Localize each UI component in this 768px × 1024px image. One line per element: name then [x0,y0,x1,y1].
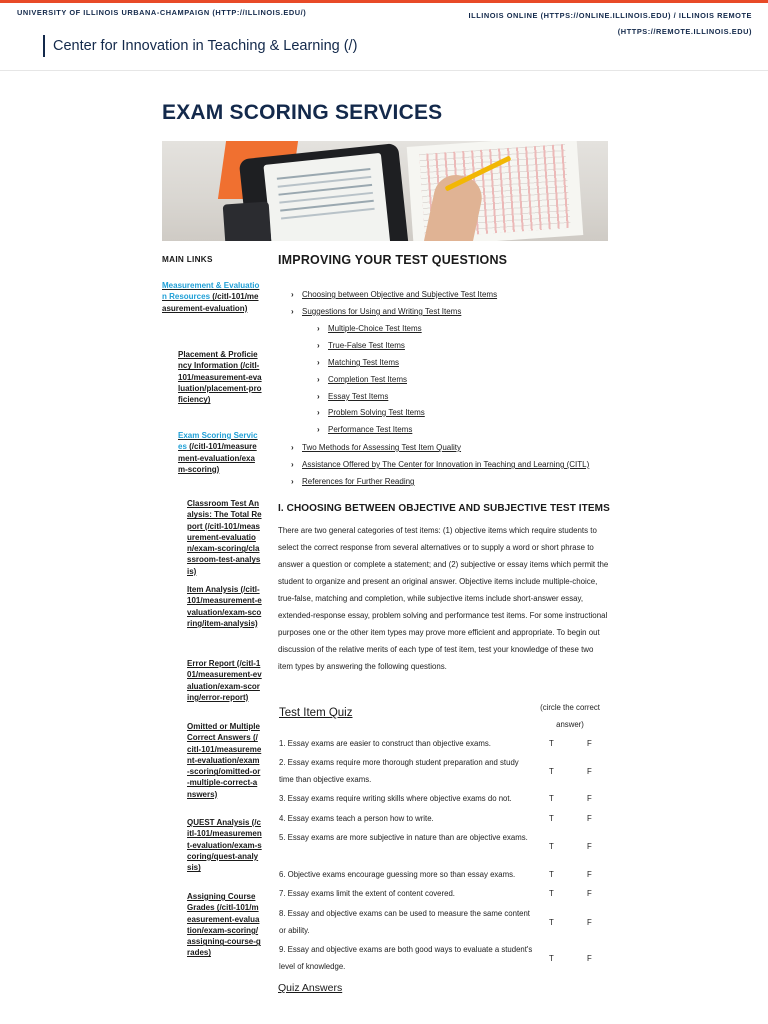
site-header [0,3,768,71]
quiz-question: 3. Essay exams require writing skills where objective exams do not. [279,794,512,803]
unit-name-link[interactable]: Center for Innovation in Teaching & Learning (/) [53,38,358,54]
chevron-right-icon: › [317,358,320,367]
true-option[interactable]: T [549,767,554,776]
chevron-right-icon: › [317,425,320,434]
false-option[interactable]: F [587,870,592,879]
chevron-right-icon: › [317,324,320,333]
sidebar-item-exam-scoring[interactable]: Exam Scoring Services (/citl-101/measurement-evaluation/exam-scoring) [178,431,258,474]
toc-subitem[interactable]: › Multiple-Choice Test Items [317,324,422,333]
true-option[interactable]: T [549,918,554,927]
quiz-question: 4. Essay exams teach a person how to write. [279,814,434,823]
toc-subitem[interactable]: › Performance Test Items [317,425,413,434]
section-heading: I. CHOOSING BETWEEN OBJECTIVE AND SUBJECTIVE TEST ITEMS [278,503,610,514]
toc-subitem[interactable]: › Completion Test Items [317,375,407,384]
toc-item[interactable]: › Two Methods for Assessing Test Item Quality [291,443,462,452]
toc-item[interactable]: › References for Further Reading [291,477,415,486]
sidebar-item-quest-analysis[interactable]: QUEST Analysis (/citl-101/measurement-evaluation/exam-scoring/quest-analysis) [187,818,262,873]
sidebar-item-omitted-answers[interactable]: Omitted or Multiple Correct Answers (/citl-101/measurement-evaluation/exam-scoring/omitted-or-multiple-correct-answers) [187,722,262,799]
hero-image [162,141,608,241]
quiz-question: 7. Essay exams limit the extent of content covered. [279,889,455,898]
online-remote-links[interactable]: ILLINOIS ONLINE (HTTPS://ONLINE.ILLINOIS.EDU) / ILLINOIS REMOTE (HTTPS://REMOTE.ILLINOIS.EDU) [468,11,752,36]
toc-subitem[interactable]: › Matching Test Items [317,358,399,367]
chevron-right-icon: › [317,392,320,401]
quiz-title: Test Item Quiz [279,707,353,719]
sidebar-item-item-analysis[interactable]: Item Analysis (/citl-101/measurement-evaluation/exam-scoring/item-analysis) [187,585,262,628]
chevron-right-icon: › [317,375,320,384]
toc-subitem[interactable]: › True-False Test Items [317,341,405,350]
quiz-question: 5. Essay exams are more subjective in nature than are objective exams. [279,833,528,842]
false-option[interactable]: F [587,954,592,963]
section-main-heading: IMPROVING YOUR TEST QUESTIONS [278,253,508,267]
page-title: EXAM SCORING SERVICES [162,101,443,124]
quiz-answers-link[interactable]: Quiz Answers [278,982,343,994]
toc-subitem[interactable]: › Problem Solving Test Items [317,408,425,417]
chevron-right-icon: › [291,290,294,299]
true-option[interactable]: T [549,794,554,803]
sidebar-item-measurement-evaluation[interactable]: Measurement & Evaluation Resources (/citl-101/measurement-evaluation) [162,281,260,313]
hero-calculator [223,201,272,241]
quiz-instruction: (circle the correct answer) [540,703,600,729]
false-option[interactable]: F [587,767,592,776]
chevron-right-icon: › [317,341,320,350]
university-link[interactable]: UNIVERSITY OF ILLINOIS URBANA-CHAMPAIGN (HTTP://ILLINOIS.EDU/) [17,8,307,17]
quiz-question: 6. Objective exams encourage guessing more so than essay exams. [279,870,516,879]
toc-item[interactable]: › Assistance Offered by The Center for Innovation in Teaching and Learning (CITL) [291,460,590,469]
true-option[interactable]: T [549,739,554,748]
false-option[interactable]: F [587,739,592,748]
true-option[interactable]: T [549,842,554,851]
chevron-right-icon: › [291,477,294,486]
sidebar-heading: MAIN LINKS [162,255,213,264]
sidebar-item-classroom-test-analysis[interactable]: Classroom Test Analysis: The Total Report (/citl-101/measurement-evaluation/exam-scoring/classroom-test-analysis) [187,499,262,576]
chevron-right-icon: › [291,307,294,316]
false-option[interactable]: F [587,842,592,851]
intro-paragraph: There are two general categories of test items: (1) objective items which require students to select the correct response from several alternatives or to supply a word or short phrase to answer a question or complete a statement; and (2) subjective or essay items which permit the student to organize and present an original answer. Objective items include multiple-choice, true-false, matching and completion, while subjective items include short-answer essay, extended-response essay, problem solving and performance test items. For some instructional purposes one or the other item types may prove more efficient and appropriate. To begin out discussion of the relative merits of each type of test item, test your knowledge of these two item types by answering the following questions. [278,526,609,671]
false-option[interactable]: F [587,794,592,803]
chevron-right-icon: › [291,443,294,452]
toc-item[interactable]: › Suggestions for Using and Writing Test Items [291,307,462,316]
true-option[interactable]: T [549,889,554,898]
false-option[interactable]: F [587,889,592,898]
toc-item[interactable]: › Choosing between Objective and Subjective Test Items [291,290,498,299]
chevron-right-icon: › [317,408,320,417]
quiz-question: 9. Essay and objective exams are both good ways to evaluate a student's level of knowledge. [279,945,533,971]
sidebar-item-placement-proficiency[interactable]: Placement & Proficiency Information (/citl-101/measurement-evaluation/placement-proficiency) [178,350,262,405]
true-option[interactable]: T [549,814,554,823]
toc-subitem[interactable]: › Essay Test Items [317,392,389,401]
quiz-question: 8. Essay and objective exams can be used to measure the same content or ability. [279,909,530,935]
false-option[interactable]: F [587,918,592,927]
true-option[interactable]: T [549,870,554,879]
true-option[interactable]: T [549,954,554,963]
quiz-question: 2. Essay exams require more thorough student preparation and study time than objective exams. [279,758,519,784]
unit-divider [43,35,45,57]
chevron-right-icon: › [291,460,294,469]
quiz-question: 1. Essay exams are easier to construct than objective exams. [279,739,491,748]
sidebar-item-error-report[interactable]: Error Report (/citl-101/measurement-evaluation/exam-scoring/error-report) [187,659,262,702]
sidebar-item-assigning-grades[interactable]: Assigning Course Grades (/citl-101/measurement-evaluation/exam-scoring/assigning-course-grades) [187,892,261,958]
false-option[interactable]: F [587,814,592,823]
